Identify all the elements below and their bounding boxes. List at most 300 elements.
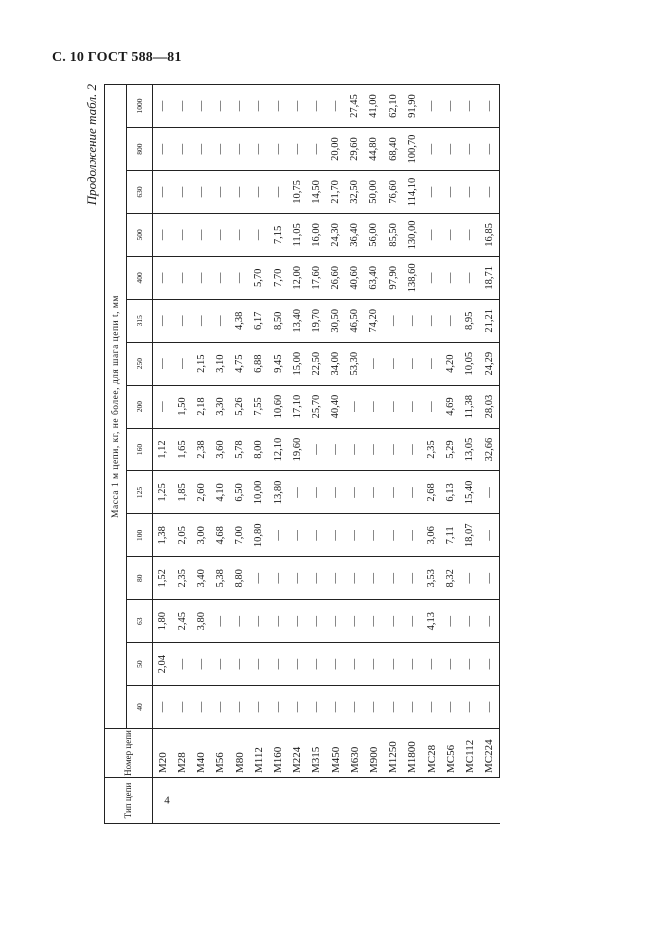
pitch-step-header: 200 [127,385,153,428]
mass-value-cell: — [479,171,499,214]
mass-value-cell: 2,60 [192,471,211,514]
mass-value-cell: 7,00 [230,514,249,557]
mass-value-cell: 28,03 [479,385,499,428]
mass-value-cell: 7,15 [268,213,287,256]
mass-value-cell: — [441,213,460,256]
mass-value-cell: — [384,514,403,557]
table-row [441,85,460,824]
mass-value-cell: — [288,128,307,171]
chain-number-cell: М900 [364,729,383,778]
mass-value-cell: 85,50 [384,213,403,256]
mass-value-cell: 2,15 [192,342,211,385]
mass-value-cell: — [441,85,460,128]
mass-value-cell: 3,53 [422,557,441,600]
mass-value-cell: — [249,600,268,643]
mass-value-cell: — [211,643,230,686]
mass-value-cell: 5,26 [230,385,249,428]
mass-value-cell: — [345,428,364,471]
mass-value-cell: 19,60 [288,428,307,471]
mass-value-cell: 9,45 [268,342,287,385]
mass-value-cell: — [230,213,249,256]
mass-value-cell: 5,38 [211,557,230,600]
mass-value-cell: — [403,299,422,342]
mass-value-cell: 30,50 [326,299,345,342]
table-row [192,85,211,824]
mass-value-cell: 13,40 [288,299,307,342]
mass-value-cell: 3,06 [422,514,441,557]
mass-value-cell: — [288,643,307,686]
mass-value-cell: — [384,385,403,428]
mass-value-cell: 3,40 [192,557,211,600]
mass-value-cell: 2,38 [192,428,211,471]
table-row [268,85,287,824]
mass-value-cell: — [249,128,268,171]
mass-value-cell: — [288,471,307,514]
mass-value-cell: — [249,85,268,128]
mass-value-cell: 1,25 [153,471,173,514]
mass-value-cell: 74,20 [364,299,383,342]
mass-value-cell: 10,00 [249,471,268,514]
mass-value-cell: — [268,643,287,686]
mass-value-cell: 1,65 [172,428,191,471]
mass-value-cell: 53,30 [345,342,364,385]
mass-value-cell: — [192,85,211,128]
mass-value-cell: — [460,557,479,600]
pitch-step-header: 250 [127,342,153,385]
mass-value-cell: — [384,600,403,643]
table-row [384,85,403,824]
mass-value-cell: — [288,514,307,557]
pitch-step-header: 500 [127,213,153,256]
mass-value-cell: 22,50 [307,342,326,385]
mass-value-cell: — [479,643,499,686]
mass-value-cell: — [192,643,211,686]
mass-value-cell: 6,17 [249,299,268,342]
mass-value-cell: 8,50 [268,299,287,342]
mass-value-cell: — [384,299,403,342]
mass-value-cell: 2,35 [172,557,191,600]
table-row [364,85,383,824]
mass-value-cell: — [230,686,249,729]
mass-value-cell: — [479,514,499,557]
chain-number-cell: М630 [345,729,364,778]
mass-value-cell: — [422,643,441,686]
mass-value-cell: 18,71 [479,256,499,299]
mass-value-cell: 14,50 [307,171,326,214]
mass-value-cell: 5,70 [249,256,268,299]
mass-value-cell: — [326,686,345,729]
mass-value-cell: 17,10 [288,385,307,428]
mass-value-cell: — [326,514,345,557]
mass-value-cell: — [364,514,383,557]
mass-value-cell: — [345,600,364,643]
mass-value-cell: — [460,128,479,171]
mass-value-cell: — [268,85,287,128]
mass-value-cell: 1,50 [172,385,191,428]
mass-value-cell: 68,40 [384,128,403,171]
mass-value-cell: 8,32 [441,557,460,600]
table-row [172,85,191,824]
mass-value-cell: 1,38 [153,514,173,557]
mass-value-cell: — [422,85,441,128]
mass-value-cell: 13,80 [268,471,287,514]
mass-value-cell: — [153,385,173,428]
mass-value-cell: 91,90 [403,85,422,128]
mass-value-cell: — [422,213,441,256]
mass-value-cell: — [153,299,173,342]
mass-value-cell: 62,10 [384,85,403,128]
mass-value-cell: — [211,171,230,214]
mass-value-cell: — [479,85,499,128]
mass-value-cell: 16,85 [479,213,499,256]
pitch-step-header: 50 [127,643,153,686]
mass-value-cell: 8,95 [460,299,479,342]
mass-value-cell: 76,60 [384,171,403,214]
mass-value-cell: — [172,299,191,342]
mass-value-cell: — [288,557,307,600]
mass-value-cell: — [211,256,230,299]
mass-value-cell: 5,78 [230,428,249,471]
mass-value-cell: 3,80 [192,600,211,643]
chain-type-cell [153,778,500,824]
mass-value-cell: — [460,600,479,643]
mass-value-cell: — [460,171,479,214]
mass-value-cell: 25,70 [307,385,326,428]
rotated-table-block [80,84,500,824]
mass-value-cell: 41,00 [364,85,383,128]
continuation-label: Продолжение табл. 2 [84,84,99,206]
mass-value-cell: — [479,600,499,643]
chain-number-cell: М1800 [403,729,422,778]
mass-value-cell: — [307,428,326,471]
mass-value-cell: — [211,600,230,643]
mass-value-cell: 15,40 [460,471,479,514]
mass-value-cell: — [307,600,326,643]
mass-value-cell: — [172,85,191,128]
pitch-step-header: 80 [127,557,153,600]
table-row [479,85,499,824]
mass-value-cell: 15,00 [288,342,307,385]
mass-value-cell: — [268,128,287,171]
mass-value-cell: 7,70 [268,256,287,299]
mass-value-cell: — [172,643,191,686]
mass-value-cell: — [403,686,422,729]
mass-value-cell: 13,05 [460,428,479,471]
mass-value-cell: — [153,171,173,214]
mass-value-cell: 2,35 [422,428,441,471]
mass-value-cell: 29,60 [345,128,364,171]
mass-value-cell: 3,00 [192,514,211,557]
chain-number-cell: М20 [153,729,173,778]
mass-value-cell: — [326,428,345,471]
chain-number-cell: М80 [230,729,249,778]
mass-value-cell: 27,45 [345,85,364,128]
mass-value-cell: — [403,342,422,385]
mass-value-cell: 56,00 [364,213,383,256]
mass-value-cell: — [422,385,441,428]
mass-value-cell: — [441,171,460,214]
mass-value-cell: 32,66 [479,428,499,471]
pitch-step-header: 160 [127,428,153,471]
mass-value-cell: — [422,342,441,385]
mass-value-cell: — [345,385,364,428]
mass-value-cell: — [288,600,307,643]
mass-value-cell: 3,10 [211,342,230,385]
mass-value-cell: 10,80 [249,514,268,557]
mass-value-cell: 1,85 [172,471,191,514]
mass-value-cell: — [153,686,173,729]
mass-value-cell: — [460,256,479,299]
mass-value-cell: — [153,128,173,171]
pitch-step-header: 315 [127,299,153,342]
mass-value-cell: — [192,128,211,171]
mass-value-cell: 1,12 [153,428,173,471]
mass-value-cell: — [384,342,403,385]
mass-value-cell: 40,40 [326,385,345,428]
mass-value-cell: 6,88 [249,342,268,385]
mass-value-cell: — [460,686,479,729]
mass-value-cell: — [403,643,422,686]
mass-value-cell: — [172,686,191,729]
mass-value-cell: — [441,256,460,299]
mass-value-cell: — [307,471,326,514]
mass-value-cell: — [249,171,268,214]
mass-value-cell: — [172,128,191,171]
mass-value-cell: — [479,471,499,514]
mass-value-cell: 16,00 [307,213,326,256]
table-row [422,85,441,824]
mass-value-cell: 2,18 [192,385,211,428]
mass-value-cell: 24,29 [479,342,499,385]
mass-value-cell: — [211,85,230,128]
mass-value-cell: — [364,686,383,729]
mass-value-cell: — [403,385,422,428]
mass-value-cell: — [230,85,249,128]
mass-value-cell: — [230,600,249,643]
chain-number-cell: М315 [307,729,326,778]
mass-value-cell: 36,40 [345,213,364,256]
chain-number-cell: МС28 [422,729,441,778]
mass-value-cell: — [479,686,499,729]
mass-value-cell: — [345,557,364,600]
mass-value-cell: — [460,213,479,256]
mass-value-cell: 100,70 [403,128,422,171]
mass-value-cell: 32,50 [345,171,364,214]
mass-value-cell: — [384,643,403,686]
mass-value-cell: — [326,557,345,600]
table-row [153,85,173,824]
mass-value-cell: 12,10 [268,428,287,471]
table-row [211,85,230,824]
mass-value-cell: 11,38 [460,385,479,428]
mass-value-cell: — [192,213,211,256]
mass-group-header: Масса 1 м цепи, кг, не более, для шага цепи t, мм [105,85,127,729]
mass-value-cell: 10,05 [460,342,479,385]
mass-value-cell: 4,13 [422,600,441,643]
mass-value-cell: 34,00 [326,342,345,385]
mass-value-cell: — [268,514,287,557]
mass-value-cell: 114,10 [403,171,422,214]
mass-value-cell: — [307,686,326,729]
mass-value-cell: — [230,256,249,299]
mass-value-cell: 21,70 [326,171,345,214]
mass-value-cell: — [460,85,479,128]
mass-value-cell: 3,30 [211,385,230,428]
mass-value-cell: — [172,171,191,214]
pitch-step-header: 125 [127,471,153,514]
mass-value-cell: — [403,428,422,471]
mass-value-cell: — [364,342,383,385]
col-number-header: Номер цепи [105,729,153,778]
mass-value-cell: — [307,128,326,171]
mass-value-cell: 8,80 [230,557,249,600]
mass-value-cell: — [211,213,230,256]
mass-value-cell: — [422,299,441,342]
mass-value-cell: — [479,557,499,600]
mass-value-cell: — [441,643,460,686]
pitch-step-header: 400 [127,256,153,299]
mass-value-cell: 46,50 [345,299,364,342]
page-title: С. 10 ГОСТ 588—81 [52,50,182,65]
mass-value-cell: — [422,128,441,171]
pitch-step-header: 630 [127,171,153,214]
mass-value-cell: — [364,643,383,686]
pitch-step-header: 100 [127,514,153,557]
mass-value-cell: — [364,600,383,643]
mass-value-cell: — [307,557,326,600]
mass-value-cell: — [211,299,230,342]
mass-value-cell: — [172,256,191,299]
mass-value-cell: — [268,686,287,729]
mass-value-cell: — [192,256,211,299]
mass-value-cell: 130,00 [403,213,422,256]
mass-value-cell: 24,30 [326,213,345,256]
mass-value-cell: — [345,471,364,514]
chain-number-cell: М28 [172,729,191,778]
chain-mass-table [104,84,500,824]
mass-value-cell: 6,50 [230,471,249,514]
mass-value-cell: — [153,342,173,385]
mass-value-cell: — [364,557,383,600]
mass-value-cell: — [230,643,249,686]
mass-value-cell: 40,60 [345,256,364,299]
mass-value-cell: 138,60 [403,256,422,299]
mass-value-cell: 44,80 [364,128,383,171]
mass-value-cell: — [249,557,268,600]
mass-value-cell: — [249,643,268,686]
chain-type-value: 4 [164,794,170,807]
mass-value-cell: 63,40 [364,256,383,299]
mass-value-cell: — [249,213,268,256]
col-type-header: Тип цепи [105,778,153,824]
mass-value-cell: — [384,686,403,729]
mass-value-cell: — [479,128,499,171]
mass-value-cell: — [403,514,422,557]
mass-value-cell: — [307,514,326,557]
mass-value-cell: — [288,686,307,729]
mass-value-cell: — [268,557,287,600]
chain-number-cell: МС56 [441,729,460,778]
mass-value-cell: 7,11 [441,514,460,557]
mass-value-cell: — [345,514,364,557]
mass-value-cell: — [153,213,173,256]
mass-value-cell: — [326,643,345,686]
chain-number-cell: М40 [192,729,211,778]
chain-number-cell: М450 [326,729,345,778]
mass-value-cell: 97,90 [384,256,403,299]
mass-value-cell: — [460,643,479,686]
chain-number-cell: МС112 [460,729,479,778]
mass-value-cell: 5,29 [441,428,460,471]
mass-value-cell: 1,80 [153,600,173,643]
mass-value-cell: — [307,643,326,686]
mass-value-cell: — [364,428,383,471]
mass-value-cell: 20,00 [326,128,345,171]
mass-value-cell: 4,68 [211,514,230,557]
mass-value-cell: 11,05 [288,213,307,256]
mass-value-cell: — [384,471,403,514]
mass-value-cell: — [192,686,211,729]
mass-value-cell: — [153,85,173,128]
mass-value-cell: 2,05 [172,514,191,557]
mass-value-cell: — [153,256,173,299]
table-row [288,85,307,824]
mass-value-cell: — [172,213,191,256]
chain-number-cell: МС224 [479,729,499,778]
mass-value-cell: — [192,171,211,214]
mass-value-cell: — [345,643,364,686]
pitch-step-header: 63 [127,600,153,643]
mass-value-cell: 4,10 [211,471,230,514]
table-row [249,85,268,824]
mass-value-cell: — [422,171,441,214]
chain-number-cell: М224 [288,729,307,778]
mass-value-cell: 1,52 [153,557,173,600]
pitch-step-header: 40 [127,686,153,729]
table-row [307,85,326,824]
table-row [230,85,249,824]
mass-value-cell: — [230,128,249,171]
mass-value-cell: 3,60 [211,428,230,471]
mass-value-cell: — [288,85,307,128]
mass-value-cell: 4,38 [230,299,249,342]
mass-value-cell: — [307,85,326,128]
mass-value-cell: — [211,128,230,171]
mass-value-cell: — [268,171,287,214]
mass-value-cell: — [192,299,211,342]
mass-value-cell: — [326,600,345,643]
pitch-step-header: 1000 [127,85,153,128]
mass-value-cell: 7,55 [249,385,268,428]
mass-value-cell: — [422,256,441,299]
mass-value-cell: 10,60 [268,385,287,428]
mass-value-cell: — [384,428,403,471]
mass-value-cell: 21,21 [479,299,499,342]
mass-value-cell: 26,60 [326,256,345,299]
pitch-step-header: 800 [127,128,153,171]
mass-value-cell: — [422,686,441,729]
mass-value-cell: — [441,600,460,643]
mass-value-cell: 2,68 [422,471,441,514]
mass-value-cell: — [441,128,460,171]
table-row [345,85,364,824]
mass-value-cell: — [384,557,403,600]
mass-value-cell: 12,00 [288,256,307,299]
mass-value-cell: — [172,342,191,385]
mass-value-cell: 50,00 [364,171,383,214]
mass-value-cell: — [364,471,383,514]
mass-value-cell: 18,07 [460,514,479,557]
